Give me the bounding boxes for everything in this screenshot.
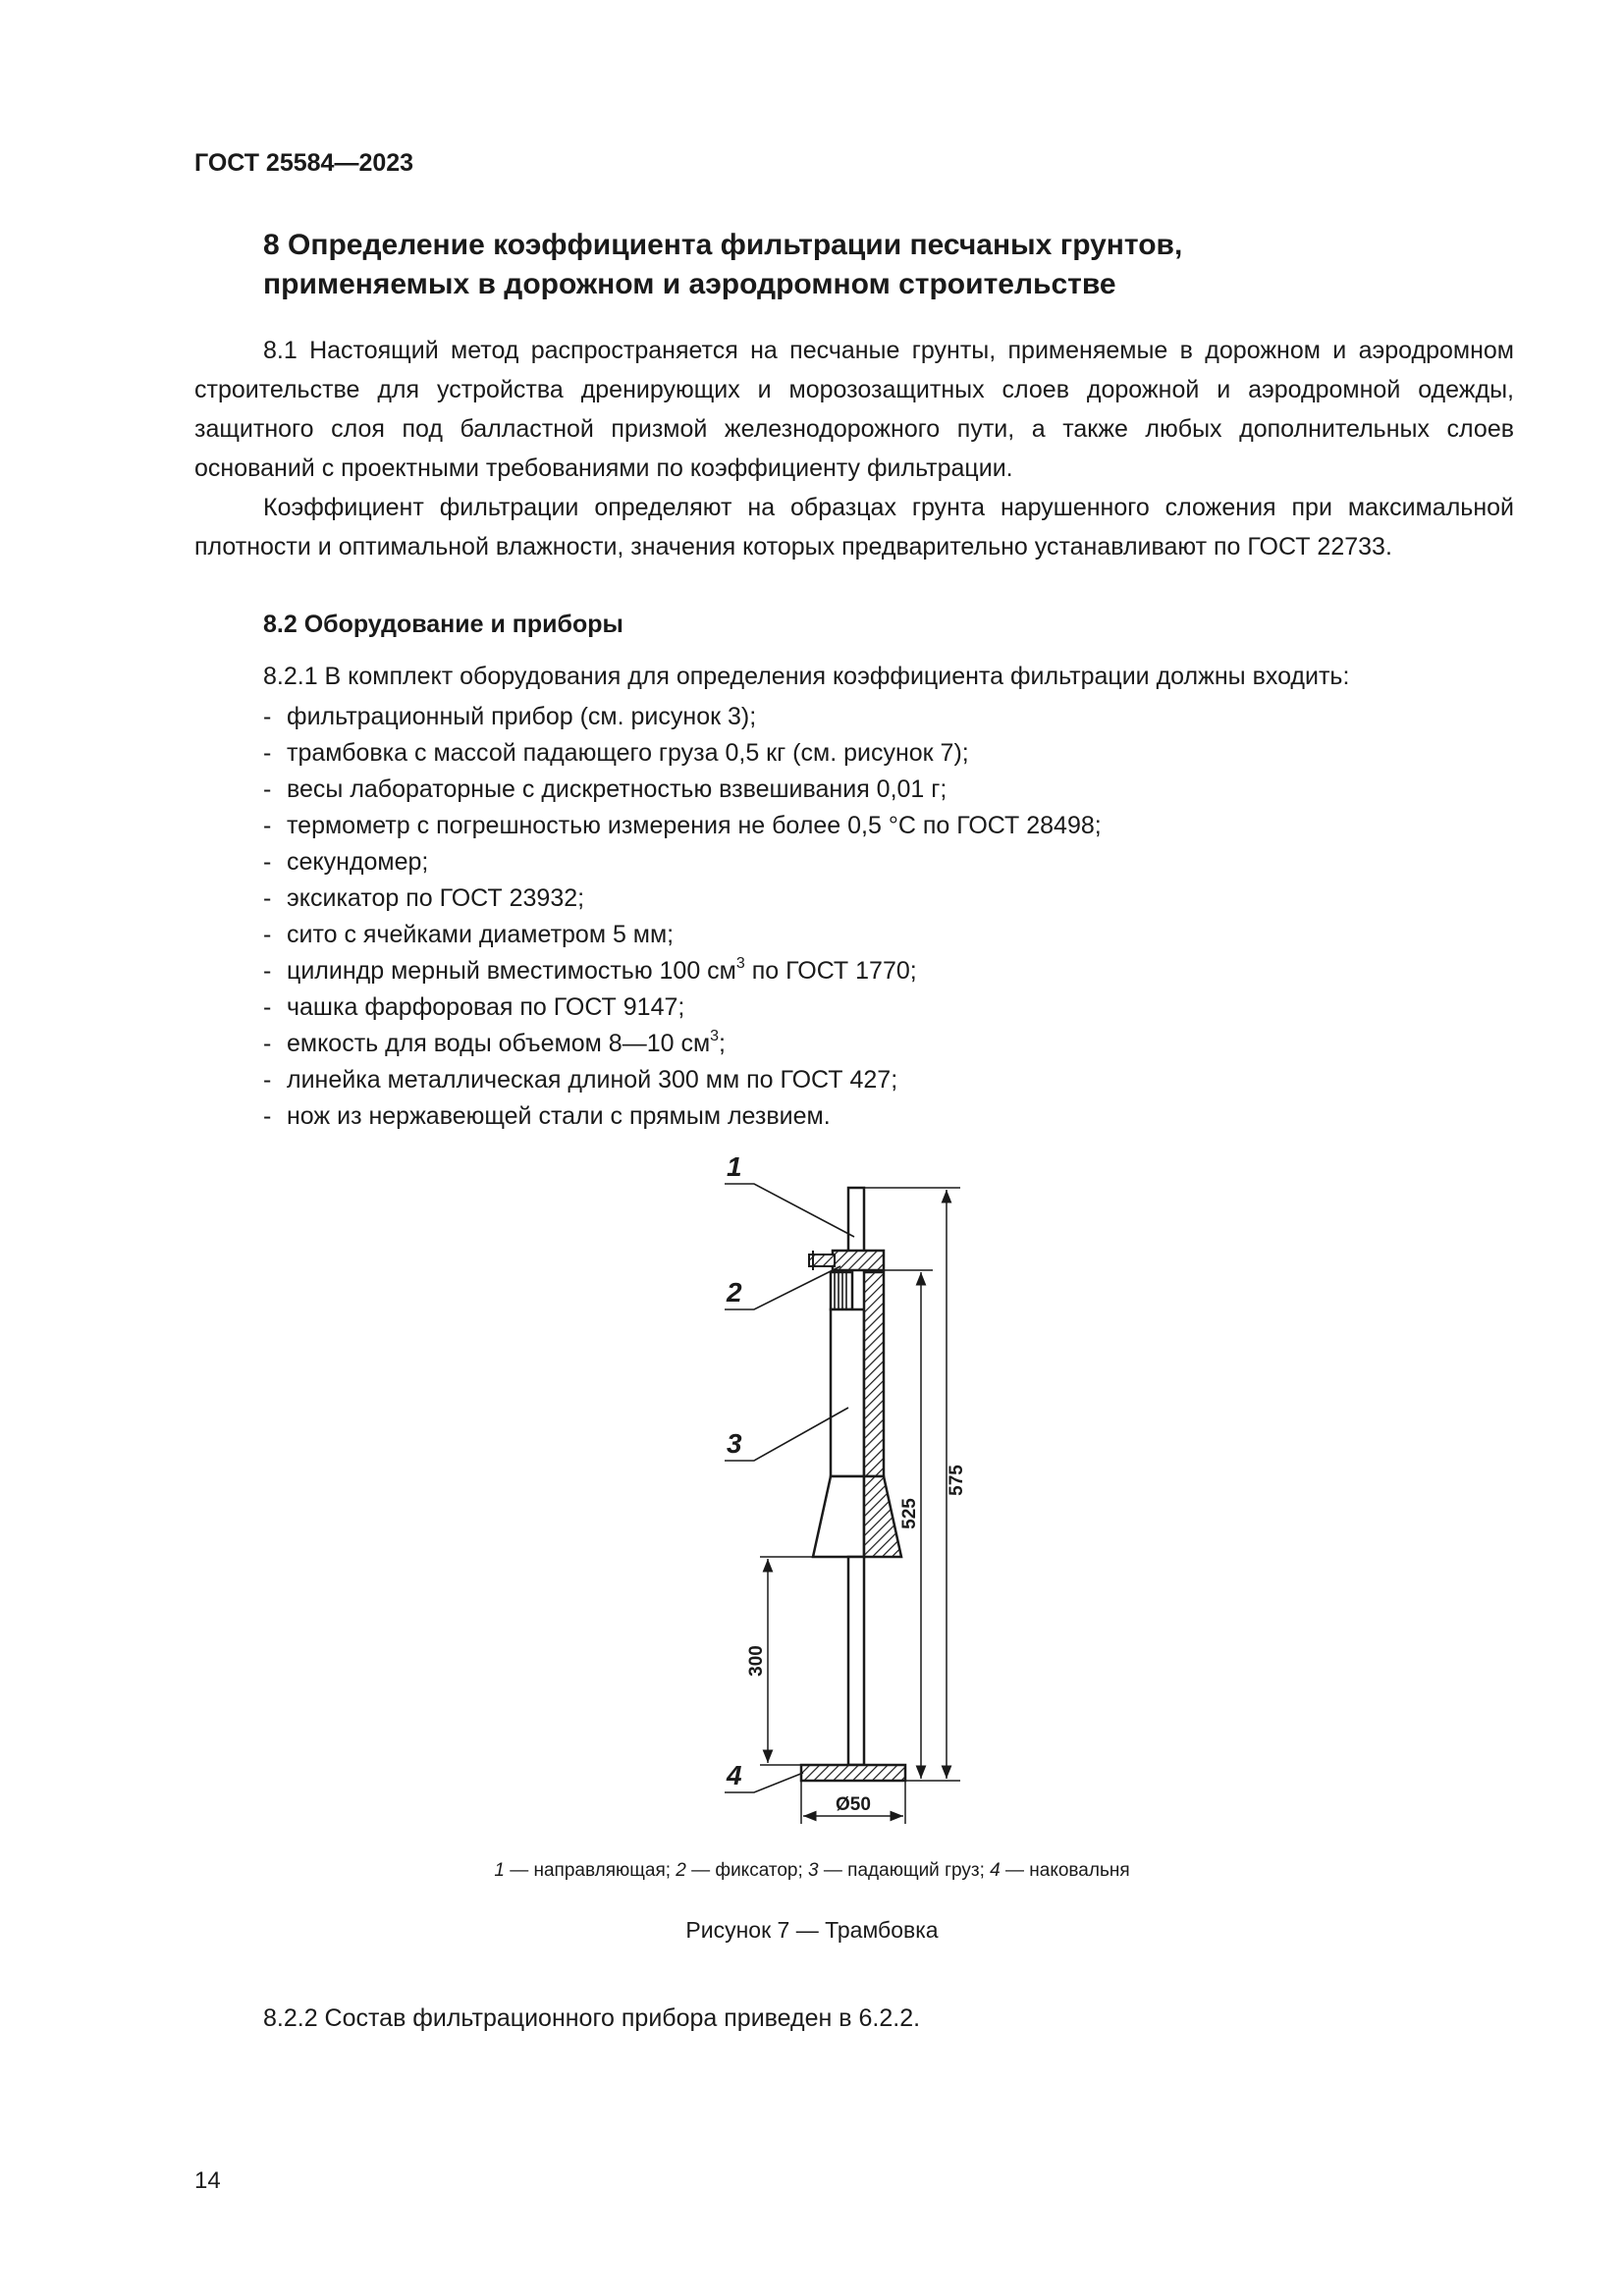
figure-caption: Рисунок 7 — Трамбовка — [685, 1917, 939, 1943]
legend-text: — падающий груз; — [818, 1860, 991, 1881]
list-dash: - — [263, 1102, 272, 1130]
list-item-text: ; — [719, 1030, 726, 1057]
equipment-list-item — [263, 1062, 1102, 1098]
callout-4: 4 — [727, 1760, 742, 1790]
list-dash: - — [263, 993, 272, 1021]
anvil — [801, 1765, 905, 1781]
rammer-drawing — [687, 1129, 1080, 1836]
falling-weight-body — [831, 1309, 864, 1476]
equipment-list-item — [263, 808, 1102, 844]
list-dash: - — [263, 739, 272, 767]
equipment-list-item — [263, 989, 1102, 1026]
list-item-text: по ГОСТ 1770; — [744, 957, 917, 985]
list-item-text: емкость для воды объемом 8—10 см — [287, 1030, 711, 1057]
list-item-text: секундомер; — [287, 848, 429, 876]
equipment-list-item — [263, 699, 1102, 735]
list-item-text: линейка металлическая длиной 300 мм по ГОСТ 427; — [287, 1066, 898, 1094]
legend-text: — фиксатор; — [685, 1860, 809, 1881]
section-title-line-2: применяемых в дорожном и аэродромном строительстве — [263, 268, 1116, 300]
dimension-300: 300 — [746, 1645, 767, 1677]
legend-text: — наковальня — [1000, 1860, 1130, 1881]
falling-weight-flare-left — [813, 1476, 864, 1557]
list-dash: - — [263, 775, 272, 803]
figure-legend — [0, 1860, 1624, 1882]
legend-number: 4 — [990, 1860, 1001, 1881]
equipment-list-item — [263, 881, 1102, 917]
list-item-text: эксикатор по ГОСТ 23932; — [287, 884, 585, 912]
equipment-list-item — [263, 772, 1102, 808]
list-item-text: чашка фарфоровая по ГОСТ 9147; — [287, 993, 685, 1021]
dimension-diameter-50: Ø50 — [836, 1794, 871, 1815]
legend-text: — направляющая; — [504, 1860, 677, 1881]
section-title-line-1: 8 Определение коэффициента фильтрации песчаных грунтов, — [263, 229, 1183, 261]
lower-rod — [848, 1557, 864, 1765]
section-title — [263, 226, 1540, 304]
equipment-list-item — [263, 844, 1102, 881]
list-item-text: нож из нержавеющей стали с прямым лезвием. — [287, 1102, 831, 1130]
falling-weight-wall — [864, 1272, 884, 1476]
list-dash: - — [263, 812, 272, 839]
list-item-text: трамбовка с массой падающего груза 0,5 кг (см. рисунок 7); — [287, 739, 969, 767]
list-dash: - — [263, 1030, 272, 1057]
list-item-text: сито с ячейками диаметром 5 мм; — [287, 921, 675, 948]
list-item-text: фильтрационный прибор (см. рисунок 3); — [287, 703, 757, 730]
fixator-block — [833, 1251, 884, 1270]
equipment-list-item — [263, 953, 1102, 989]
equipment-list-intro: 8.2.1 В комплект оборудования для определения коэффициента фильтрации должны входить: — [263, 663, 1350, 690]
dimension-525: 525 — [899, 1498, 920, 1529]
equipment-list-item — [263, 735, 1102, 772]
equipment-list-item — [263, 1026, 1102, 1062]
legend-number: 3 — [808, 1860, 819, 1881]
superscript: 3 — [735, 954, 745, 972]
paragraph-8-1: 8.1 Настоящий метод распространяется на песчаные грунты, применяемые в дорожном и аэродромном строительстве для устройства дренирующих и морозозащитных слоев дорожной и аэродромной одежды, защитного слоя под балластной призмой железнодорожного пути, а также любых дополнительных слоев оснований с проектными требованиями по коэффициенту фильтрации. — [194, 337, 1514, 482]
list-item-text: весы лабораторные с дискретностью взвешивания 0,01 г; — [287, 775, 947, 803]
page-number: 14 — [194, 2167, 221, 2194]
dimension-575: 575 — [947, 1465, 967, 1496]
list-dash: - — [263, 957, 272, 985]
paragraph-8-2-2: 8.2.2 Состав фильтрационного прибора приведен в 6.2.2. — [263, 2004, 921, 2032]
list-dash: - — [263, 848, 272, 876]
legend-number: 1 — [494, 1860, 505, 1881]
list-dash: - — [263, 884, 272, 912]
callout-1: 1 — [727, 1151, 742, 1182]
legend-number: 2 — [676, 1860, 686, 1881]
callout-3: 3 — [727, 1428, 742, 1459]
list-dash: - — [263, 703, 272, 730]
paragraph-filtration-coefficient: Коэффициент фильтрации определяют на образцах грунта нарушенного сложения при максимальной плотности и оптимальной влажности, значения которых предварительно устанавливают по ГОСТ 22733. — [194, 494, 1514, 561]
subsection-heading: 8.2 Оборудование и приборы — [263, 611, 623, 638]
list-dash: - — [263, 921, 272, 948]
list-dash: - — [263, 1066, 272, 1094]
callout-2: 2 — [727, 1277, 742, 1308]
equipment-list-item — [263, 917, 1102, 953]
list-item-text: термометр с погрешностью измерения не более 0,5 °С по ГОСТ 28498; — [287, 812, 1102, 839]
rammer-figure — [687, 1129, 1080, 1836]
document-code: ГОСТ 25584—2023 — [194, 149, 414, 177]
superscript: 3 — [710, 1027, 720, 1044]
list-item-text: цилиндр мерный вместимостью 100 см — [287, 957, 736, 985]
equipment-list — [263, 699, 1102, 1135]
falling-weight-flare-right — [864, 1476, 901, 1557]
